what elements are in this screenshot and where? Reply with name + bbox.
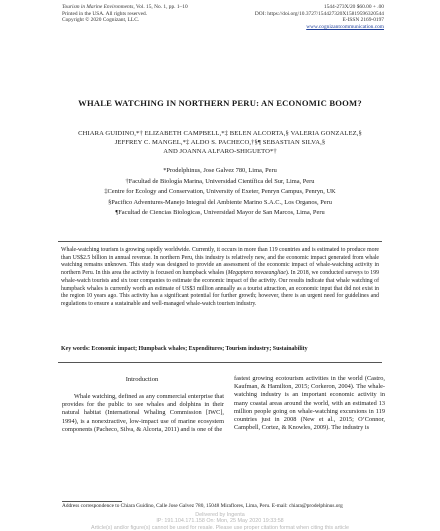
delivered-by: Delivered by Ingenta	[195, 512, 245, 518]
delivery-ip-date: IP: 191.104.171.158 On: Mon, 25 May 2020 19:33:58	[156, 518, 284, 525]
usage-notice: Article(s) and/or figure(s) cannot be used for resale. Please use proper citation format when citing this article	[91, 524, 349, 531]
body-column-right: fastest growing ecotourism activities in the world (Castro, Kaufman, & Hamilton, 2015; Corkeron, 2004). The whale-watching industry is an important economic activity in many coastal areas around the world, with an estimated 13 million people going on whale-watching excursions in 119 countries just in 2008 (New et al., 2015; O’Connor, Campbell, Cortez, & Knowles, 2009). The industry is	[234, 375, 385, 432]
abstract-bottom-rule	[58, 362, 382, 363]
author-line: AND JOANNA ALFARO-SHIGUETO*†	[163, 148, 277, 155]
affiliation: †Facultad de Biología Marina, Universidad Científica del Sur, Lima, Peru	[125, 177, 315, 185]
footnote-rule	[62, 501, 122, 502]
abstract-text-cont: ). In 2018, we conducted surveys to 199 whale-watch tourists and six tour companies to estimate the economic impact of the activity. Our results indicate that whale watching of humpback whales is currently worth an estimate of US$3 million annually as a tourist attraction, an economic input that did not exist in the region 10 years ago. This activity has a significant potential for further growth; however, there is an urgent need for guidelines and regulations to ensure a sustainable and well-managed whale-watch tourism industry.	[61, 270, 379, 307]
copyright-notice: Copyright © 2020 Cognizant, LLC.	[62, 17, 140, 24]
doi: DOI: https://doi.org/10.3727/154427320X15819596320544	[254, 10, 384, 17]
delivery-watermark	[0, 512, 440, 531]
journal-header-left	[62, 4, 188, 24]
affiliation: ‡Centre for Ecology and Conservation, University of Exeter, Penryn Campus, Penryn, UK	[104, 188, 336, 196]
issn: 1544-273X/20 $60.00 + .00	[323, 4, 384, 10]
author-line: JEFFREY C. MANGEL,*‡ ALDO S. PACHECO,†§¶ SEBASTIAN SILVA,§	[114, 139, 326, 146]
author-line: CHIARA GUIDINO,*† ELIZABETH CAMPBELL,*‡ BELEN ALCORTA,§ VALERIA GONZALEZ,§	[78, 130, 362, 137]
correspondence-footnote: Address correspondence to Chiara Guidino, Calle Jose Galvez 780, 15048 Miraflores, Lima, Peru. E-mail: chiara@prodelphinus.org	[62, 503, 343, 509]
body-column-left: Whale watching, defined as any commercial enterprise that provides for the public to see whales and dolphins in their natural habitat (International Whaling Commission [IWC], 1994), is a nonextractive, low-impact use of marine ecosystem components (Pacheco, Silva, & Alcorta, 2011) and is one of the	[62, 393, 224, 433]
abstract	[61, 247, 379, 309]
author-list	[50, 129, 390, 156]
journal-header-right	[255, 4, 384, 30]
journal-volume: , Vol. 15, No. 1, pp. 1–10	[133, 4, 188, 10]
affiliation: §Pacifico Adventures-Manejo Integral del Ambiente Marino S.A.C., Los Organos, Peru	[108, 198, 332, 206]
keywords: Key words: Economic impact; Humpback whales; Expenditures; Tourism industry; Sustainability	[61, 346, 308, 352]
species-name: Megaptera novaeangliae	[227, 270, 286, 277]
affiliation: *Prodelphinus, Jose Galvez 780, Lima, Peru	[163, 167, 277, 174]
affiliation-list	[40, 166, 400, 219]
journal-citation	[62, 4, 188, 11]
section-heading-introduction: Introduction	[125, 376, 159, 383]
abstract-text: Whale-watching tourism is growing rapidly worldwide. Currently, it occurs in more than 119 countries and is estimated to produce more than US$2.5 billion in annual revenue. In northern Peru, this industry is relatively new, and the economic impact generated from whale watching remains unknown. This study was designed to provide an assessment of the economic impact of whale-watching activity in northern Peru. In this area the activity is focused on humpback whales (	[61, 247, 379, 277]
article-title: WHALE WATCHING IN NORTHERN PERU: AN ECONOMIC BOOM?	[78, 98, 362, 108]
abstract-top-rule	[58, 241, 382, 242]
publisher-website-link[interactable]: www.cognizantcommunication.com	[306, 23, 384, 30]
printed-notice: Printed in the USA. All rights reserved.	[62, 10, 148, 17]
eissn: E-ISSN 2169-0197	[342, 17, 384, 24]
affiliation: ¶Facultad de Ciencias Biologicas, Universidad Mayor de San Marcos, Lima, Peru	[115, 209, 325, 217]
journal-name: Tourism in Marine Environments	[62, 4, 134, 10]
